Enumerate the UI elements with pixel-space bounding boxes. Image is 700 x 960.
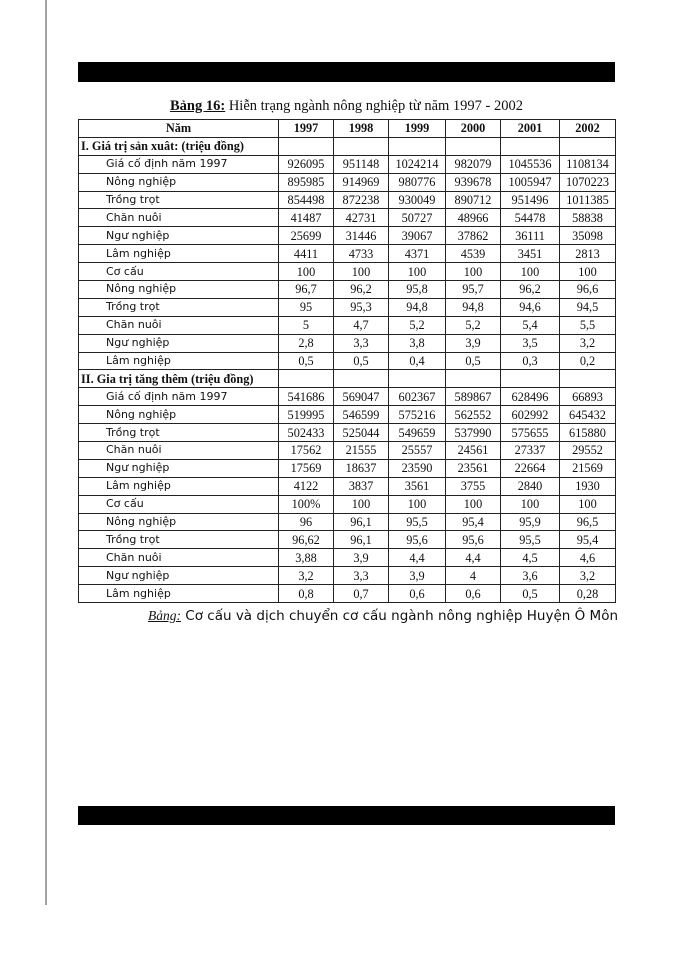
value-cell: 4411 — [279, 245, 334, 263]
table-row — [79, 281, 616, 299]
value-cell: 562552 — [446, 406, 501, 424]
value-cell: 1005947 — [501, 173, 560, 191]
table-row — [79, 406, 616, 424]
value-cell: 94,8 — [446, 298, 501, 316]
value-cell: 0,5 — [334, 352, 389, 370]
header-cell: Năm — [79, 120, 279, 138]
value-cell: 951496 — [501, 191, 560, 209]
header-cell: 2001 — [501, 120, 560, 138]
agriculture-table — [78, 119, 616, 603]
value-cell: 3,3 — [334, 334, 389, 352]
value-cell: 3,6 — [501, 567, 560, 585]
value-cell: 1070223 — [560, 173, 616, 191]
caption-label: Bảng 16: — [169, 98, 226, 114]
row-label: Chăn nuôi — [79, 316, 279, 334]
value-cell: 575216 — [389, 406, 446, 424]
table-row — [79, 531, 616, 549]
value-cell: 23590 — [389, 459, 446, 477]
value-cell: 94,5 — [560, 298, 616, 316]
value-cell: 58838 — [560, 209, 616, 227]
value-cell: 95,3 — [334, 298, 389, 316]
value-cell: 48966 — [446, 209, 501, 227]
value-cell: 541686 — [279, 388, 334, 406]
row-label: Lâm nghiệp — [79, 245, 279, 263]
table-row — [79, 227, 616, 245]
value-cell: 96,7 — [279, 281, 334, 299]
value-cell: 0,28 — [560, 585, 616, 603]
value-cell: 95 — [279, 298, 334, 316]
value-cell: 549659 — [389, 424, 446, 442]
empty-cell — [501, 137, 560, 155]
value-cell: 100 — [389, 263, 446, 281]
value-cell: 5,2 — [446, 316, 501, 334]
value-cell: 3,9 — [446, 334, 501, 352]
value-cell: 628496 — [501, 388, 560, 406]
value-cell: 3837 — [334, 477, 389, 495]
row-label: Lâm nghiệp — [79, 585, 279, 603]
value-cell: 100 — [560, 263, 616, 281]
value-cell: 895985 — [279, 173, 334, 191]
section-header-row — [79, 137, 616, 155]
value-cell: 519995 — [279, 406, 334, 424]
value-cell: 23561 — [446, 459, 501, 477]
value-cell: 100 — [501, 263, 560, 281]
table-row — [79, 209, 616, 227]
value-cell: 96,1 — [334, 513, 389, 531]
value-cell: 0,5 — [501, 585, 560, 603]
value-cell: 4122 — [279, 477, 334, 495]
row-label: Ngư nghiệp — [79, 567, 279, 585]
value-cell: 96,62 — [279, 531, 334, 549]
table-row — [79, 459, 616, 477]
row-label: Chăn nuôi — [79, 549, 279, 567]
value-cell: 4 — [446, 567, 501, 585]
value-cell: 525044 — [334, 424, 389, 442]
value-cell: 17562 — [279, 442, 334, 460]
value-cell: 0,3 — [501, 352, 560, 370]
row-label: Nông nghiệp — [79, 406, 279, 424]
row-label: Giá cố định năm 1997 — [79, 388, 279, 406]
row-label: Giá cố định năm 1997 — [79, 155, 279, 173]
empty-cell — [279, 137, 334, 155]
value-cell: 0,6 — [446, 585, 501, 603]
row-label: Lâm nghiệp — [79, 352, 279, 370]
value-cell: 95,6 — [446, 531, 501, 549]
value-cell: 95,9 — [501, 513, 560, 531]
value-cell: 3,2 — [560, 567, 616, 585]
value-cell: 0,2 — [560, 352, 616, 370]
value-cell: 2840 — [501, 477, 560, 495]
value-cell: 95,7 — [446, 281, 501, 299]
value-cell: 537990 — [446, 424, 501, 442]
value-cell: 602992 — [501, 406, 560, 424]
value-cell: 575655 — [501, 424, 560, 442]
table-row — [79, 155, 616, 173]
header-cell: 2000 — [446, 120, 501, 138]
value-cell: 0,5 — [446, 352, 501, 370]
source-label: Bảng: — [148, 608, 181, 623]
section-title: II. Gia trị tăng thêm (triệu đồng) — [79, 370, 279, 388]
value-cell: 22664 — [501, 459, 560, 477]
value-cell: 2813 — [560, 245, 616, 263]
value-cell: 21555 — [334, 442, 389, 460]
empty-cell — [389, 370, 446, 388]
value-cell: 3,5 — [501, 334, 560, 352]
value-cell: 100 — [389, 495, 446, 513]
row-label: Ngư nghiệp — [79, 334, 279, 352]
table-row — [79, 477, 616, 495]
table-row — [79, 316, 616, 334]
table-row — [79, 245, 616, 263]
row-label: Trồng trọt — [79, 424, 279, 442]
value-cell: 36111 — [501, 227, 560, 245]
value-cell: 100% — [279, 495, 334, 513]
header-cell: 1998 — [334, 120, 389, 138]
value-cell: 25699 — [279, 227, 334, 245]
empty-cell — [560, 370, 616, 388]
empty-cell — [334, 137, 389, 155]
value-cell: 95,5 — [389, 513, 446, 531]
value-cell: 5,5 — [560, 316, 616, 334]
value-cell: 4371 — [389, 245, 446, 263]
value-cell: 27337 — [501, 442, 560, 460]
value-cell: 914969 — [334, 173, 389, 191]
value-cell: 95,8 — [389, 281, 446, 299]
value-cell: 3,88 — [279, 549, 334, 567]
value-cell: 569047 — [334, 388, 389, 406]
row-label: Nông nghiệp — [79, 173, 279, 191]
row-label: Ngư nghiệp — [79, 227, 279, 245]
value-cell: 546599 — [334, 406, 389, 424]
value-cell: 94,6 — [501, 298, 560, 316]
row-label: Cơ cấu — [79, 263, 279, 281]
value-cell: 100 — [560, 495, 616, 513]
value-cell: 100 — [446, 495, 501, 513]
row-label: Trồng trọt — [79, 191, 279, 209]
value-cell: 854498 — [279, 191, 334, 209]
value-cell: 1011385 — [560, 191, 616, 209]
value-cell: 31446 — [334, 227, 389, 245]
row-label: Chăn nuôi — [79, 209, 279, 227]
value-cell: 54478 — [501, 209, 560, 227]
value-cell: 0,4 — [389, 352, 446, 370]
header-cell: 1997 — [279, 120, 334, 138]
value-cell: 66893 — [560, 388, 616, 406]
table-row — [79, 334, 616, 352]
value-cell: 4539 — [446, 245, 501, 263]
value-cell: 39067 — [389, 227, 446, 245]
table-row — [79, 388, 616, 406]
value-cell: 95,6 — [389, 531, 446, 549]
value-cell: 100 — [279, 263, 334, 281]
value-cell: 4,4 — [446, 549, 501, 567]
value-cell: 5,2 — [389, 316, 446, 334]
table-row — [79, 549, 616, 567]
table-row — [79, 513, 616, 531]
row-label: Ngư nghiệp — [79, 459, 279, 477]
table-row — [79, 298, 616, 316]
value-cell: 3,8 — [389, 334, 446, 352]
value-cell: 3,2 — [560, 334, 616, 352]
value-cell: 4,4 — [389, 549, 446, 567]
value-cell: 95,4 — [560, 531, 616, 549]
value-cell: 3,2 — [279, 567, 334, 585]
value-cell: 1045536 — [501, 155, 560, 173]
value-cell: 615880 — [560, 424, 616, 442]
value-cell: 18637 — [334, 459, 389, 477]
row-label: Trồng trọt — [79, 531, 279, 549]
table-source-note — [148, 608, 618, 624]
section-title: I. Giá trị sản xuât: (triệu đồng) — [79, 137, 279, 155]
value-cell: 951148 — [334, 155, 389, 173]
header-cell: 1999 — [389, 120, 446, 138]
value-cell: 96,5 — [560, 513, 616, 531]
empty-cell — [279, 370, 334, 388]
value-cell: 4,5 — [501, 549, 560, 567]
table-row — [79, 173, 616, 191]
value-cell: 980776 — [389, 173, 446, 191]
value-cell: 21569 — [560, 459, 616, 477]
row-label: Nông nghiệp — [79, 281, 279, 299]
value-cell: 42731 — [334, 209, 389, 227]
value-cell: 645432 — [560, 406, 616, 424]
table-row — [79, 585, 616, 603]
empty-cell — [501, 370, 560, 388]
row-label: Lâm nghiệp — [79, 477, 279, 495]
top-black-bar — [78, 62, 615, 82]
value-cell: 100 — [334, 495, 389, 513]
table-row — [79, 424, 616, 442]
value-cell: 17569 — [279, 459, 334, 477]
value-cell: 939678 — [446, 173, 501, 191]
value-cell: 94,8 — [389, 298, 446, 316]
value-cell: 930049 — [389, 191, 446, 209]
value-cell: 50727 — [389, 209, 446, 227]
value-cell: 100 — [446, 263, 501, 281]
value-cell: 872238 — [334, 191, 389, 209]
value-cell: 5 — [279, 316, 334, 334]
row-label: Chăn nuôi — [79, 442, 279, 460]
value-cell: 37862 — [446, 227, 501, 245]
row-label: Trồng trọt — [79, 298, 279, 316]
source-text: Cơ cấu và dịch chuyển cơ cấu ngành nông nghiệp Huyện Ô Môn — [185, 608, 619, 624]
section-header-row — [79, 370, 616, 388]
value-cell: 1930 — [560, 477, 616, 495]
value-cell: 2,8 — [279, 334, 334, 352]
value-cell: 0,6 — [389, 585, 446, 603]
table-row — [79, 567, 616, 585]
value-cell: 5,4 — [501, 316, 560, 334]
value-cell: 3,9 — [334, 549, 389, 567]
value-cell: 926095 — [279, 155, 334, 173]
value-cell: 3561 — [389, 477, 446, 495]
value-cell: 96,2 — [334, 281, 389, 299]
table-row — [79, 191, 616, 209]
value-cell: 0,7 — [334, 585, 389, 603]
table-row — [79, 442, 616, 460]
value-cell: 3,3 — [334, 567, 389, 585]
value-cell: 25557 — [389, 442, 446, 460]
row-label: Nông nghiệp — [79, 513, 279, 531]
empty-cell — [334, 370, 389, 388]
value-cell: 41487 — [279, 209, 334, 227]
value-cell: 96 — [279, 513, 334, 531]
value-cell: 3755 — [446, 477, 501, 495]
value-cell: 96,2 — [501, 281, 560, 299]
value-cell: 100 — [501, 495, 560, 513]
value-cell: 3,9 — [389, 567, 446, 585]
value-cell: 4,6 — [560, 549, 616, 567]
value-cell: 0,8 — [279, 585, 334, 603]
value-cell: 100 — [334, 263, 389, 281]
value-cell: 1024214 — [389, 155, 446, 173]
value-cell: 1108134 — [560, 155, 616, 173]
value-cell: 95,4 — [446, 513, 501, 531]
header-cell: 2002 — [560, 120, 616, 138]
caption-title: Hiễn trạng ngành nông nghiệp từ năm 1997 - 2002 — [228, 98, 523, 114]
value-cell: 890712 — [446, 191, 501, 209]
value-cell: 4,7 — [334, 316, 389, 334]
value-cell: 982079 — [446, 155, 501, 173]
empty-cell — [389, 137, 446, 155]
value-cell: 502433 — [279, 424, 334, 442]
bottom-black-bar — [78, 806, 615, 825]
value-cell: 3451 — [501, 245, 560, 263]
table-body — [79, 137, 616, 602]
table-caption — [78, 98, 615, 115]
scan-edge-line — [45, 0, 47, 905]
empty-cell — [446, 137, 501, 155]
row-label: Cơ cấu — [79, 495, 279, 513]
value-cell: 35098 — [560, 227, 616, 245]
table-row — [79, 263, 616, 281]
value-cell: 24561 — [446, 442, 501, 460]
empty-cell — [446, 370, 501, 388]
value-cell: 0,5 — [279, 352, 334, 370]
table-row — [79, 352, 616, 370]
value-cell: 96,6 — [560, 281, 616, 299]
value-cell: 96,1 — [334, 531, 389, 549]
table-row — [79, 495, 616, 513]
empty-cell — [560, 137, 616, 155]
value-cell: 589867 — [446, 388, 501, 406]
table-header-row — [79, 120, 616, 138]
value-cell: 29552 — [560, 442, 616, 460]
value-cell: 95,5 — [501, 531, 560, 549]
value-cell: 4733 — [334, 245, 389, 263]
value-cell: 602367 — [389, 388, 446, 406]
